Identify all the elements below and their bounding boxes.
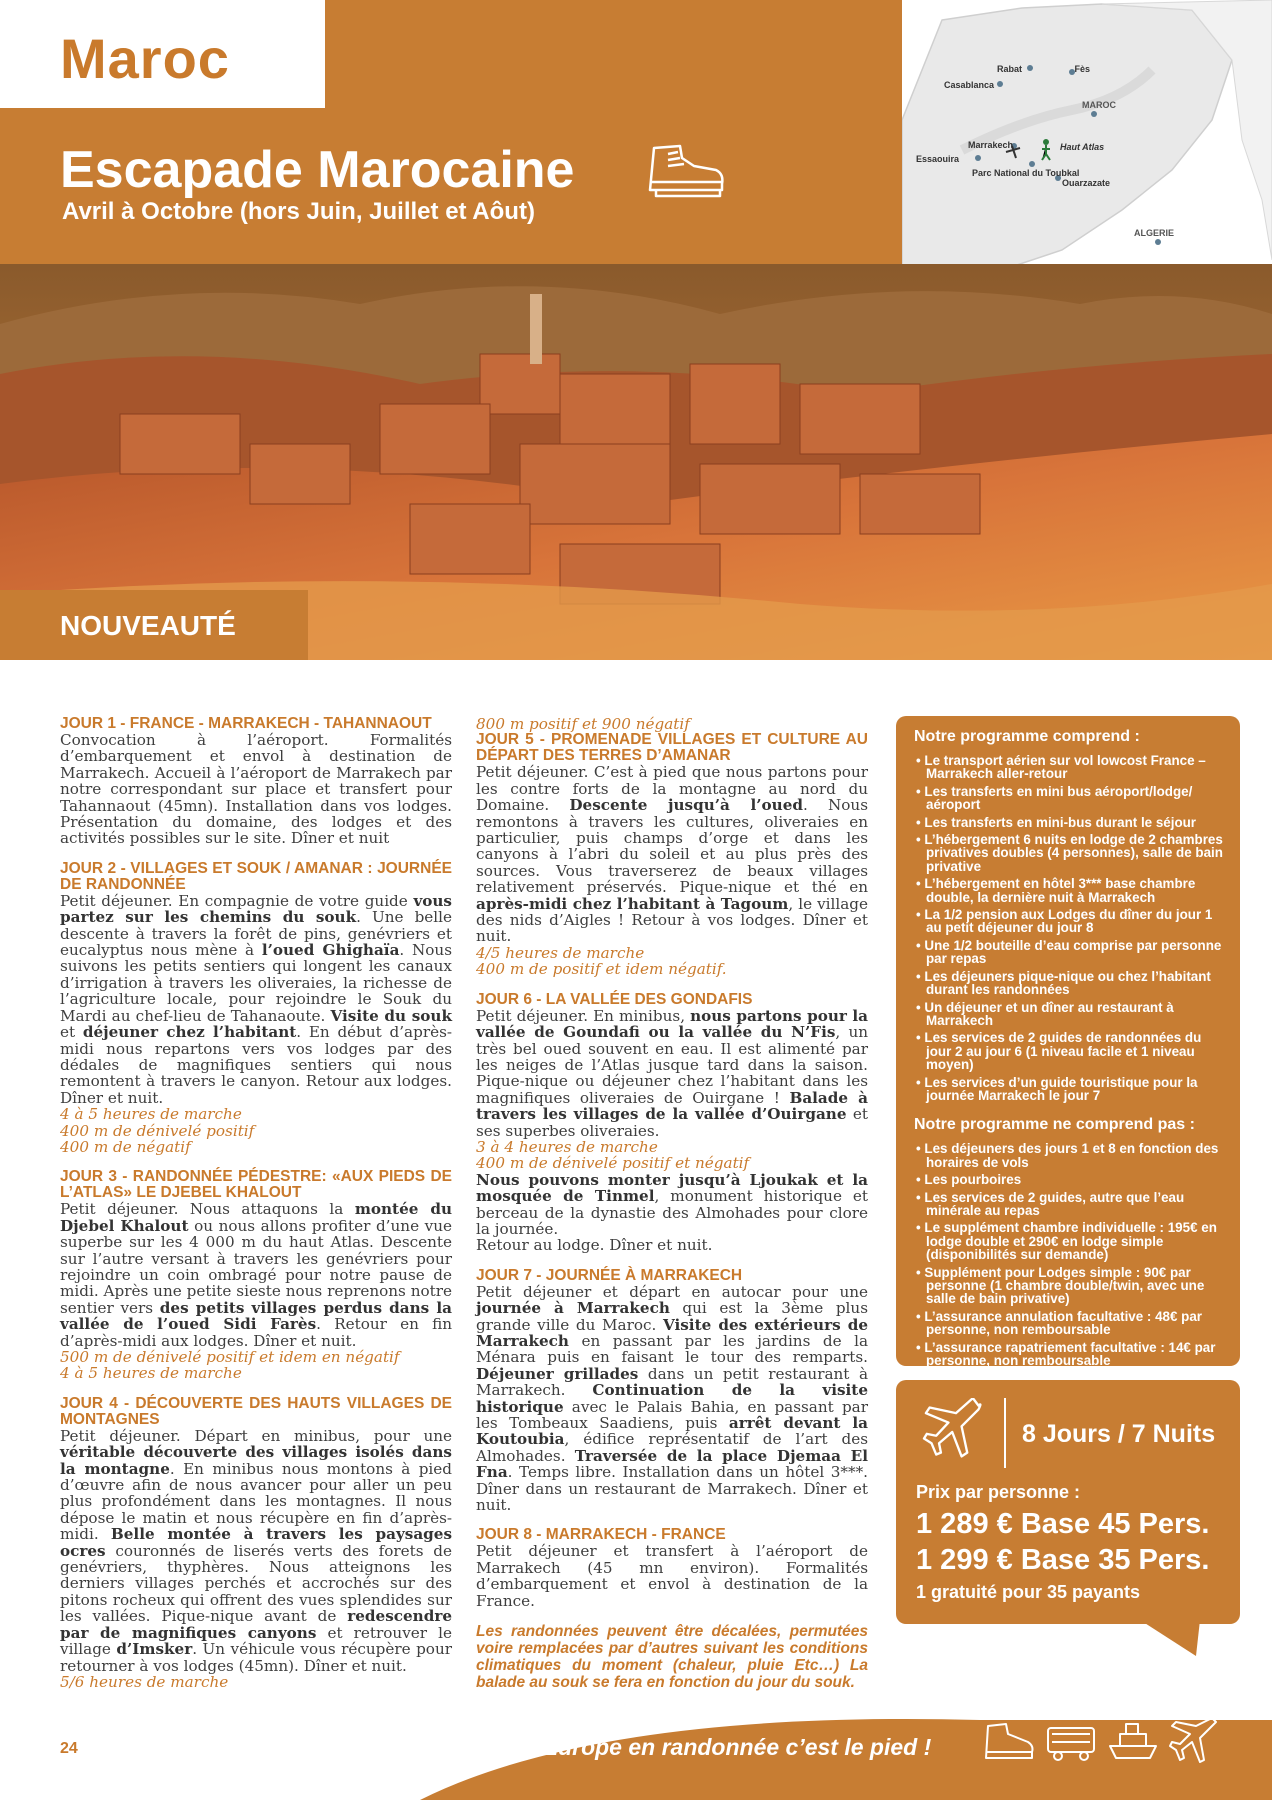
day-5-text: Petit déjeuner. C’est à pied que nous partons pour les contre forts de la montagne au nord du Domaine. Descente jusqu’à l’oued. Nous remontons à travers les cultures, oliveraies en particulier, puis champs d’orge et dans les canyons à l’abri du soleil et au plus près des sources. Vous traverserez de beaux villages relativement préservés. Pique-nique et thé en après-midi chez l’habitant à Tagoum, le village des nids d’Aigles ! Retour à vos lodges. Dîner et nuit. [476, 763, 868, 946]
airplane-icon [922, 1398, 986, 1467]
region-map [900, 0, 1272, 296]
page-number: 24 [60, 1740, 78, 1757]
new-badge-label: NOUVEAUTÉ [60, 610, 236, 641]
included-item: • Un déjeuner et un dîner au restaurant à Marrakech [914, 1001, 1224, 1028]
divider [1004, 1398, 1006, 1468]
day-6-elevation: 400 m de dénivelé positif et négatif [476, 1154, 750, 1173]
price-label: Prix par personne : [916, 1482, 1081, 1502]
excluded-item: • Supplément pour Lodges simple : 90€ par personne (1 chambre double/twin, avec une salle de bain privative) [914, 1266, 1224, 1306]
trip-dates: Avril à Octobre (hors Juin, Juillet et Aôut) [62, 198, 535, 225]
day-2-elevation-down: 400 m de négatif [60, 1137, 191, 1156]
day-6-extra: Nous pouvons monter jusqu’à Ljoukak et la mosquée de Tinmel, monument historique et berceau de la dynastie des Almohades pour clore la journée. [476, 1170, 868, 1238]
day-6-text: Petit déjeuner. En minibus, nous partons pour la vallée de Goundafi ou la vallée du N’Fis, un très bel oued souvent en eau. Il est alimenté par les neiges de l’Atlas jusque tard dans la saison. Pique-nique ou déjeuner chez l’habitant dans les magnifiques oliveraies de Ouirgane ! Balade à travers les villages de la vallée d’Ouirgane et ses superbes oliveraies. [476, 1006, 869, 1140]
transport-icons [984, 1716, 1224, 1771]
day-3-duration: 4 à 5 heures de marche [60, 1364, 242, 1383]
included-item: • Les services d’un guide touristique pour la journée Marrakech le jour 7 [914, 1076, 1224, 1103]
excluded-item: • Le supplément chambre individuelle : 195€ en lodge double et 290€ en lodge simple (disponibilités sur demande) [914, 1221, 1224, 1261]
map-label-toubkal: Parc National du Toubkal [972, 168, 1080, 178]
map-label-marrakech: Marrakech [968, 140, 1014, 150]
excluded-title: Notre programme ne comprend pas : [914, 1116, 1195, 1134]
boat-icon [1110, 1724, 1156, 1758]
excluded-item: • L’assurance annulation facultative : 48€ par personne, non remboursable [914, 1310, 1224, 1337]
bus-icon [1048, 1728, 1094, 1760]
weather-note: Les randonnées peuvent être décalées, permutées voire remplacées par d’autres suivant les conditions climatiques du moment (chaleur, pluie Etc…) La balade au souk se fera en fonction du jour du souk. [476, 1623, 868, 1692]
day-2-text: Petit déjeuner. En compagnie de votre guide vous partez sur les chemins du souk. Une belle descente à travers la forêt de pins, genévriers et eucalyptus nous mène à l’oued Ghighaïa. Nous suivons les petits sentiers qui longent les canaux d’irrigation à travers les oliveraies, la richesse de l’agriculture locale, pour rejoindre le Souk du Mardi au chef-lieu de Tahanaoute. Visite du souk et déjeuner chez l’habitant. En début d’après-midi nous repartons vers vos lodges par des dédales de magnifiques sentiers qui nous remontent à travers le canyon. Retour aux lodges. Dîner et nuit. [60, 891, 453, 1107]
day-6-duration: 3 à 4 heures de marche [476, 1137, 658, 1156]
boot-icon [986, 1724, 1033, 1758]
country-title: Maroc [60, 27, 230, 90]
excluded-item: • L’assurance rapatriement facultative : 14€ par personne, non remboursable [914, 1341, 1224, 1368]
map-label-maroc: MAROC [1082, 100, 1116, 110]
day-8-title: JOUR 8 - MARRAKECH - FRANCE [476, 1526, 726, 1544]
day-4-elevation: 800 m positif et 900 négatif [476, 715, 690, 733]
day-1 [60, 716, 452, 847]
price-base-35: 1 299 € Base 35 Pers. [916, 1544, 1210, 1576]
day-7-title: JOUR 7 - JOURNÉE À MARRAKECH [476, 1266, 743, 1284]
included-item: • Les transferts en mini-bus durant le séjour [914, 816, 1224, 829]
day-3 [60, 1169, 452, 1381]
included-list [914, 754, 1224, 1102]
day-4-text: Petit déjeuner. Départ en minibus, pour une véritable découverte des villages isolés dans la montagne. En minibus nous montons à pied d’œuvre afin de nous avancer pour aller un peu plus profondément dans les montagnes. Il nous dépose le matin et nous récupère en fin d’après-midi. Belle montée à travers les paysages ocres couronnés de liserés verts des forets de genévriers, thyphères. Nous atteignons les derniers villages perchés et accrochés sur des pitons rocheux qui offrent des vues splendides sur les vallées. Pique-nique avant de redescendre par de magnifiques canyons et retrouver le village d’Imsker. Un véhicule vous récupère pour retourner à vos lodges (45mn). Dîner et nuit. [60, 1426, 452, 1675]
day-6 [476, 992, 868, 1254]
slogan: L’Europe en randonnée c’est le pied ! [524, 1734, 932, 1760]
map-label-essaouira: Essaouira [916, 154, 960, 164]
excluded-list [914, 1142, 1224, 1367]
day-4-title: JOUR 4 - DÉCOUVERTE DES HAUTS VILLAGES DE MONTAGNES [60, 1394, 452, 1428]
program-box [896, 716, 1240, 1369]
day-5-elevation: 400 m de positif et idem négatif. [476, 960, 727, 979]
trip-title: Escapade Marocaine [60, 141, 575, 199]
day-2 [60, 861, 452, 1156]
day-3-title: JOUR 3 - RANDONNÉE PÉDESTRE: «AUX PIEDS DE L’ATLAS» LE DJEBEL KHALOUT [60, 1168, 452, 1202]
day-3-text: Petit déjeuner. Nous attaquons la montée du Djebel Khalout ou nous allons profiter d’une vue superbe sur les 4 000 m du haut Atlas. Descente sur l’autre versant à travers les genévriers pour rejoindre un coin ombragé pour notre pause de midi. Après une petite sieste nous reprenons notre sentier vers des petits villages perdus dans la vallée de l’oued Sidi Farès. Retour en fin d’après-midi aux lodges. Dîner et nuit. [60, 1200, 453, 1350]
included-item: • L’hébergement 6 nuits en lodge de 2 chambres privatives doubles (4 personnes), salle de bain privative [914, 833, 1224, 873]
itinerary-column-1 [60, 716, 452, 1704]
map-label-ouarzazate: Ouarzazate [1062, 178, 1111, 188]
map-label-algerie: ALGERIE [1134, 228, 1175, 238]
included-title: Notre programme comprend : [914, 728, 1140, 745]
price-base-45: 1 289 € Base 45 Pers. [916, 1508, 1210, 1540]
map-label-rabat: Rabat [996, 64, 1022, 74]
price-box [896, 1380, 1240, 1624]
day-3-elevation: 500 m de dénivelé positif et idem en négatif [60, 1348, 400, 1366]
day-2-title: JOUR 2 - VILLAGES ET SOUK / AMANAR : JOURNÉE DE RANDONNÉE [60, 859, 452, 893]
day-2-duration: 4 à 5 heures de marche [60, 1105, 242, 1124]
map-label-casablanca: Casablanca [943, 80, 994, 90]
included-item: • Le transport aérien sur vol lowcost France – Marrakech aller-retour [914, 754, 1224, 781]
itinerary-column-2 [476, 716, 868, 1691]
hiking-boot-icon [646, 140, 726, 203]
excluded-item: • Les pourboires [914, 1173, 1224, 1186]
day-2-elevation-up: 400 m de dénivelé positif [60, 1121, 255, 1140]
day-4 [60, 1396, 452, 1691]
day-5-title: JOUR 5 - PROMENADE VILLAGES ET CULTURE AU DÉPART DES TERRES D’AMANAR [476, 731, 868, 765]
day-5-duration: 4/5 heures de marche [476, 943, 645, 962]
trip-duration: 8 Jours / 7 Nuits [1022, 1420, 1216, 1448]
day-5 [476, 732, 868, 977]
included-item: • L’hébergement en hôtel 3*** base chambre double, la dernière nuit à Marrakech [914, 877, 1224, 904]
speech-tail [1140, 1620, 1200, 1661]
day-7 [476, 1268, 868, 1514]
day-1-title: JOUR 1 - FRANCE - MARRAKECH - TAHANNAOUT [60, 715, 432, 732]
day-6-title: JOUR 6 - LA VALLÉE DES GONDAFIS [476, 990, 753, 1008]
day-4-duration: 5/6 heures de marche [60, 1672, 229, 1691]
day-1-text: Convocation à l’aéroport. Formalités d’embarquement et envol à destination de Marrakech. Accueil à l’aéroport de Marrakech par notre correspondant sur place et transfert pour Tahannaout (45mn). Installation dans vos lodges. Présentation du domaine, des lodges et des activités possibles sur le site. Dîner et nuit [60, 731, 452, 848]
day-8 [476, 1527, 868, 1609]
included-item: • Les services de 2 guides de randonnées du jour 2 au jour 6 (1 niveau facile et 1 niveau moyen) [914, 1031, 1224, 1071]
new-badge [0, 590, 308, 660]
map-label-fes: Fès [1074, 64, 1090, 74]
included-item: • Les transferts en mini bus aéroport/lodge/ aéroport [914, 785, 1224, 812]
excluded-item: • Les services de 2 guides, autre que l’eau minérale au repas [914, 1191, 1224, 1218]
day-8-text: Petit déjeuner et transfert à l’aéroport de Marrakech (45 mn environ). Formalités d’embarquement et envol à destination de la France. [476, 1542, 868, 1610]
included-item: • Les déjeuners pique-nique ou chez l’habitant durant les randonnées [914, 970, 1224, 997]
free-place: 1 gratuité pour 35 payants [916, 1582, 1141, 1602]
day-7-text: Petit déjeuner et départ en autocar pour une journée à Marrakech qui est la 3ème plus grande ville du Maroc. Visite des extérieurs de Marrakech en passant par les jardins de la Ménara puis en faisant le tour des remparts. Déjeuner grillades dans un petit restaurant à Marrakech. Continuation de la visite historique avec le Palais Bahia, en passant par les Tombeaux Saadiens, puis arrêt devant la Koutoubia, édifice représentatif de l’art des Almohades. Traversée de la place Djemaa El Fna. Temps libre. Installation dans un hôtel 3***. Dîner dans un restaurant de Marrakech. Dîner et nuit. [476, 1282, 869, 1515]
included-item: • La 1/2 pension aux Lodges du dîner du jour 1 au petit déjeuner du jour 8 [914, 908, 1224, 935]
plane-icon [1170, 1718, 1216, 1762]
excluded-item: • Les déjeuners des jours 1 et 8 en fonction des horaires de vols [914, 1142, 1224, 1169]
day-6-return: Retour au lodge. Dîner et nuit. [476, 1236, 713, 1255]
map-label-haut-atlas: Haut Atlas [1060, 142, 1105, 152]
included-item: • Une 1/2 bouteille d’eau comprise par personne par repas [914, 939, 1224, 966]
